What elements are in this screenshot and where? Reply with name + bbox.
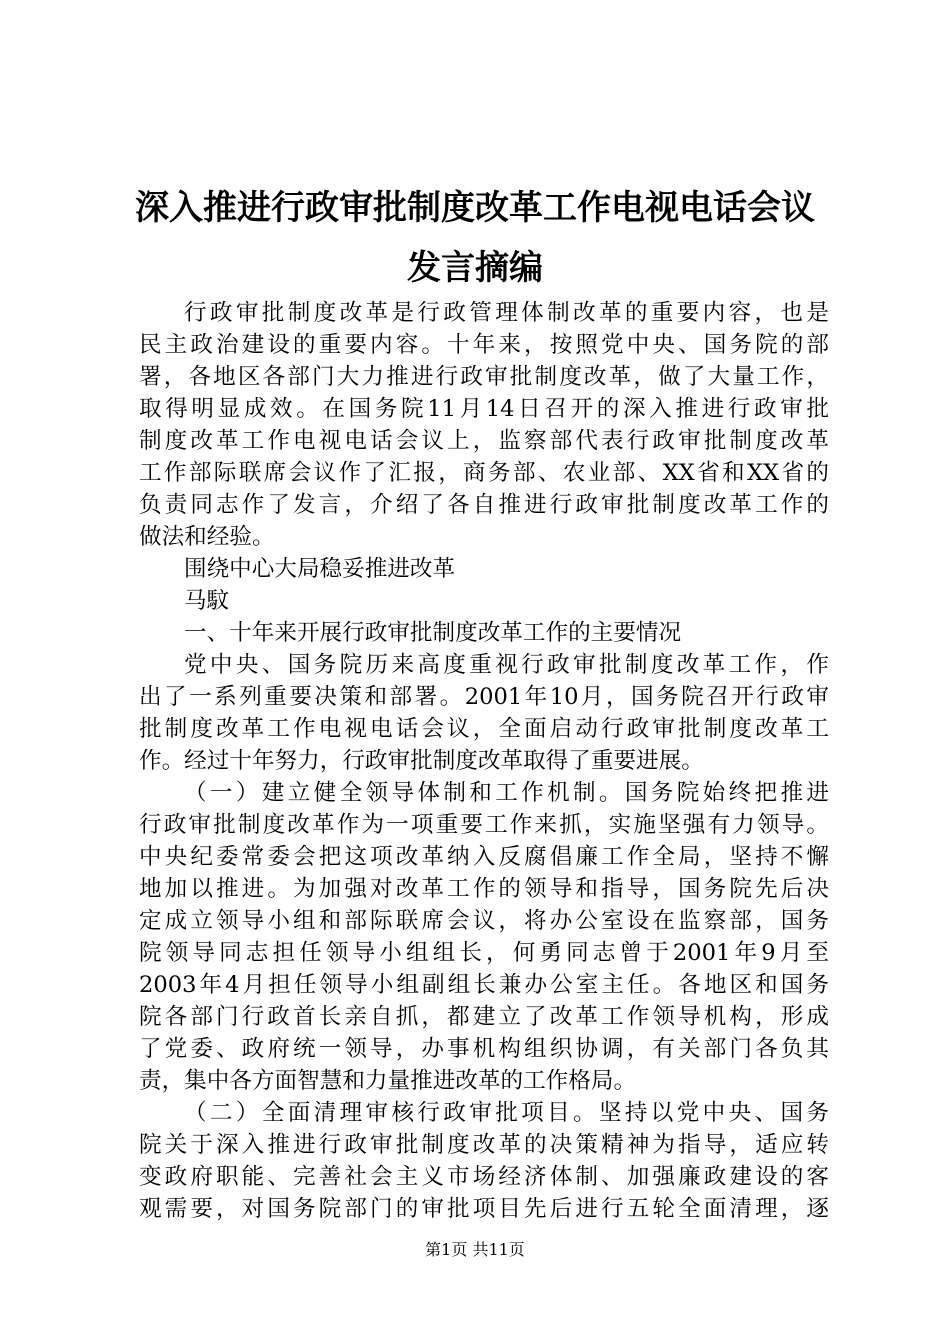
body-line: 院领导同志担任领导小组组长，何勇同志曾于2001年9月至 xyxy=(139,940,829,966)
body-line: 定成立领导小组和部际联席会议，将办公室设在监察部，国务 xyxy=(139,908,829,934)
document-title-line-1: 深入推进行政审批制度改革工作电视电话会议 xyxy=(135,188,815,228)
body-line: 署，各地区各部门大力推进行政审批制度改革，做了大量工作， xyxy=(139,364,829,390)
body-line: 变政府职能、完善社会主义市场经济体制、加强廉政建设的客 xyxy=(139,1164,829,1190)
body-line: 观需要，对国务院部门的审批项目先后进行五轮全面清理，逐 xyxy=(139,1196,829,1222)
body-line: 批制度改革工作电视电话会议，全面启动行政审批制度改革工 xyxy=(139,716,829,742)
body-line: 院关于深入推进行政审批制度改革的决策精神为指导，适应转 xyxy=(139,1132,829,1158)
body-line: （二）全面清理审核行政审批项目。坚持以党中央、国务 xyxy=(184,1100,829,1126)
body-line: 2003年4月担任领导小组副组长兼办公室主任。各地区和国务 xyxy=(139,972,829,998)
body-line: 了党委、政府统一领导，办事机构组织协调，有关部门各负其 xyxy=(139,1036,829,1062)
document-title-line-2: 发言摘编 xyxy=(407,248,543,288)
section-heading: 围绕中心大局稳妥推进改革 xyxy=(184,556,456,582)
body-line: （一）建立健全领导体制和工作机制。国务院始终把推进 xyxy=(184,780,829,806)
section-heading: 一、十年来开展行政审批制度改革工作的主要情况 xyxy=(184,620,682,646)
body-line: 行政审批制度改革作为一项重要工作来抓，实施坚强有力领导。 xyxy=(139,812,829,838)
document-body xyxy=(139,297,829,1225)
body-line: 取得明显成效。在国务院11月14日召开的深入推进行政审批 xyxy=(139,396,829,422)
body-line: 责，集中各方面智慧和力量推进改革的工作格局。 xyxy=(139,1068,637,1094)
speaker-name: 马馼 xyxy=(184,588,230,614)
page-number-footer: 第1页 共11页 xyxy=(425,1240,525,1259)
body-line: 行政审批制度改革是行政管理体制改革的重要内容，也是 xyxy=(184,300,829,326)
body-line: 党中央、国务院历来高度重视行政审批制度改革工作，作 xyxy=(184,652,829,678)
body-line: 做法和经验。 xyxy=(139,524,275,550)
body-line: 制度改革工作电视电话会议上，监察部代表行政审批制度改革 xyxy=(139,428,829,454)
body-line: 负责同志作了发言，介绍了各自推进行政审批制度改革工作的 xyxy=(139,492,829,518)
body-line: 地加以推进。为加强对改革工作的领导和指导，国务院先后决 xyxy=(139,876,829,902)
body-line: 中央纪委常委会把这项改革纳入反腐倡廉工作全局，坚持不懈 xyxy=(139,844,829,870)
body-line: 出了一系列重要决策和部署。2001年10月，国务院召开行政审 xyxy=(139,684,829,710)
body-line: 院各部门行政首长亲自抓，都建立了改革工作领导机构，形成 xyxy=(139,1004,829,1030)
body-line: 民主政治建设的重要内容。十年来，按照党中央、国务院的部 xyxy=(139,332,829,358)
body-line: 作。经过十年努力，行政审批制度改革取得了重要进展。 xyxy=(139,748,704,774)
body-line: 工作部际联席会议作了汇报，商务部、农业部、XX省和XX省的 xyxy=(139,460,829,486)
